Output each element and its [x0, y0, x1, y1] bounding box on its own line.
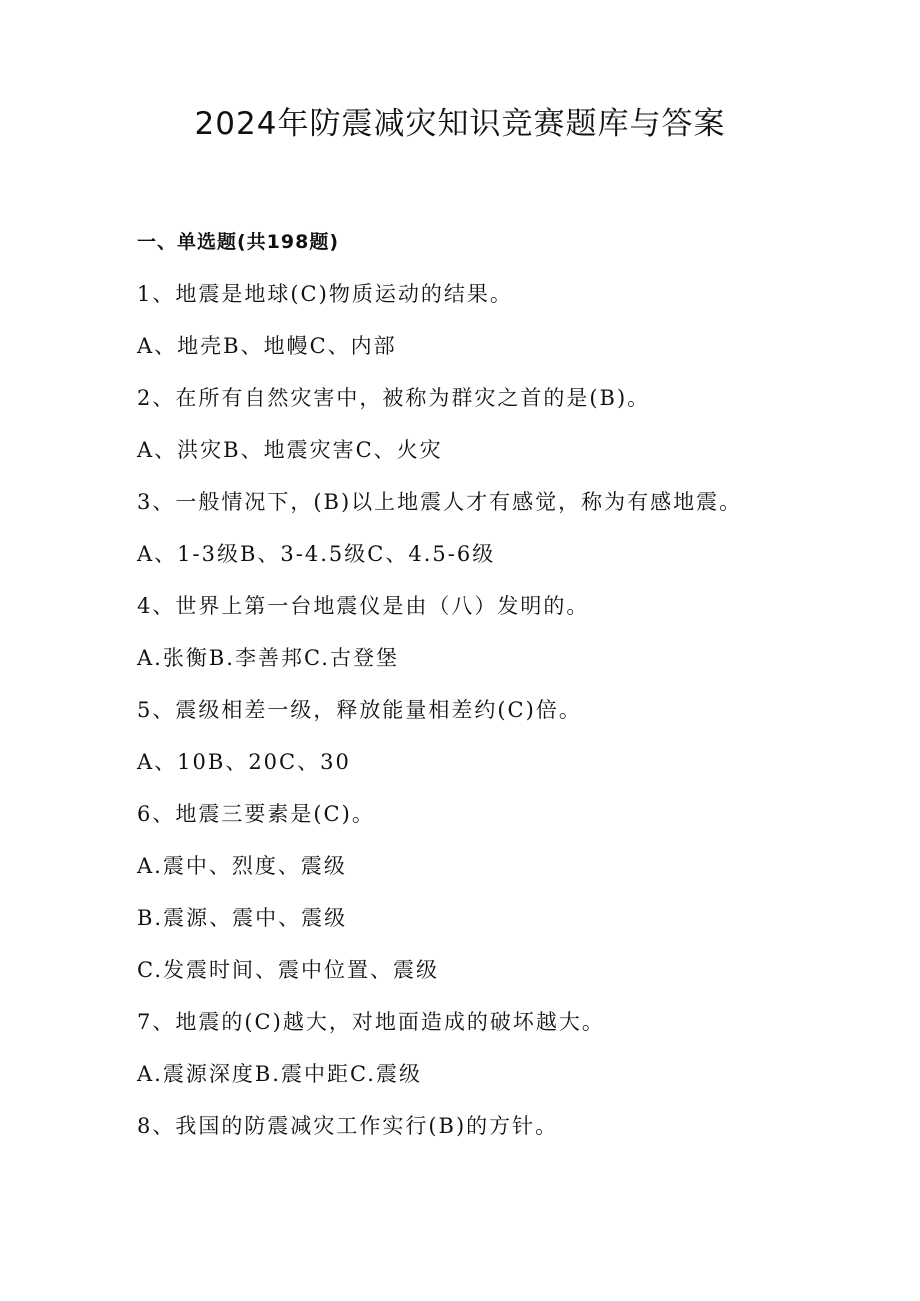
option-6c: C.发震时间、震中位置、震级 [137, 958, 439, 982]
question-4: 4、世界上第一台地震仪是由（八）发明的。 [137, 594, 590, 618]
question-7: 7、地震的(C)越大，对地面造成的破坏越大。 [137, 1010, 605, 1034]
question-8: 8、我国的防震减灾工作实行(B)的方针。 [137, 1114, 559, 1138]
document-body [137, 222, 857, 1158]
document-title: 2024年防震减灾知识竞赛题库与答案 [194, 106, 726, 142]
question-1: 1、地震是地球(C)物质运动的结果。 [137, 282, 513, 306]
options-3: A、1-3级B、3-4.5级C、4.5-6级 [137, 542, 496, 566]
section-heading: 一、单选题(共198题) [137, 231, 340, 253]
options-1: A、地壳B、地幔C、内部 [137, 334, 397, 358]
options-7: A.震源深度B.震中距C.震级 [137, 1062, 422, 1086]
option-6a: A.震中、烈度、震级 [137, 854, 347, 878]
options-2: A、洪灾B、地震灾害C、火灾 [137, 438, 443, 462]
question-6: 6、地震三要素是(C)。 [137, 802, 375, 826]
option-6b: B.震源、震中、震级 [137, 906, 348, 930]
options-5: A、10B、20C、30 [137, 750, 351, 774]
options-4: A.张衡B.李善邦C.古登堡 [137, 646, 399, 670]
question-3: 3、一般情况下，(B)以上地震人才有感觉，称为有感地震。 [137, 490, 743, 514]
question-2: 2、在所有自然灾害中，被称为群灾之首的是(B)。 [137, 386, 651, 410]
question-5: 5、震级相差一级，释放能量相差约(C)倍。 [137, 698, 582, 722]
